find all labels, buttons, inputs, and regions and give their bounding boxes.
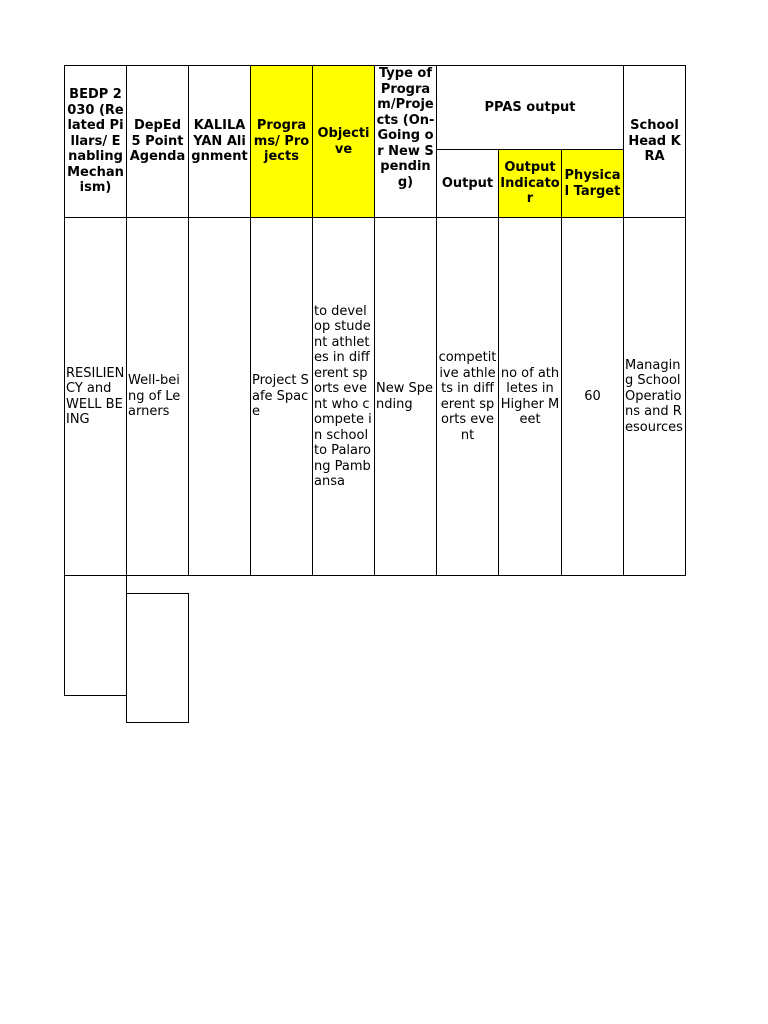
- header-output-indicator-label: Output Indicator: [500, 160, 560, 207]
- header-kalilayan: [188, 65, 251, 218]
- header-programs: [250, 65, 313, 218]
- header-bedp: [64, 65, 127, 218]
- row-physical-target: [561, 217, 624, 576]
- row-school-head-kra: [623, 217, 686, 576]
- row-kalilayan: [188, 217, 251, 576]
- row-output-indicator-value: no of athletes in Higher Meet: [500, 365, 560, 427]
- row-bedp-value: RESILIENCY and WELL BEING: [66, 365, 125, 427]
- row-objective: [312, 217, 375, 576]
- row-physical-target-value: 60: [584, 388, 601, 404]
- row-deped: [126, 217, 189, 576]
- header-deped-label: DepEd 5 Point Agenda: [129, 118, 186, 165]
- row-bedp: [64, 217, 127, 576]
- row-output-indicator: [498, 217, 562, 576]
- row-output: [436, 217, 499, 576]
- row-deped-value: Well-being of Learners: [128, 373, 181, 420]
- row-school-head-kra-value: Managing School Operations and Resources: [625, 357, 683, 435]
- empty-box-1: [64, 575, 127, 696]
- row-type: [374, 217, 437, 576]
- header-kalilayan-label: KALILAYAN Alignment: [191, 118, 248, 165]
- header-output-indicator: [498, 149, 562, 218]
- row-programs: [250, 217, 313, 576]
- header-bedp-label: BEDP 2030 (Related Pillars/ Enabling Mechanism): [67, 87, 124, 196]
- empty-box-2: [126, 593, 189, 723]
- header-school-head-kra: [623, 65, 686, 218]
- header-school-head-kra-label: School Head KRA: [628, 118, 681, 165]
- header-output: [436, 149, 499, 218]
- row-programs-value: Project Safe Space: [252, 373, 309, 420]
- header-physical-target: [561, 149, 624, 218]
- header-type-label: Type of Program/Projects (On-Going or New Spending): [376, 66, 435, 190]
- header-objective: [312, 65, 375, 218]
- header-physical-target-label: Physical Target: [564, 168, 621, 199]
- header-objective-label: Objective: [317, 126, 370, 157]
- header-ppas-output: [436, 65, 624, 150]
- header-output-label: Output: [441, 175, 494, 191]
- header-programs-label: Programs/ Projects: [253, 118, 310, 165]
- row-objective-value: to develop student athletes in different sports event who compete in school to Palarong Pambansa: [314, 303, 372, 489]
- header-ppas-output-label: PPAS output: [484, 99, 576, 115]
- header-deped: [126, 65, 189, 218]
- row-type-value: New Spending: [376, 381, 433, 412]
- header-type: [374, 65, 437, 218]
- row-output-value: competitive athlets in different sports event: [438, 350, 497, 443]
